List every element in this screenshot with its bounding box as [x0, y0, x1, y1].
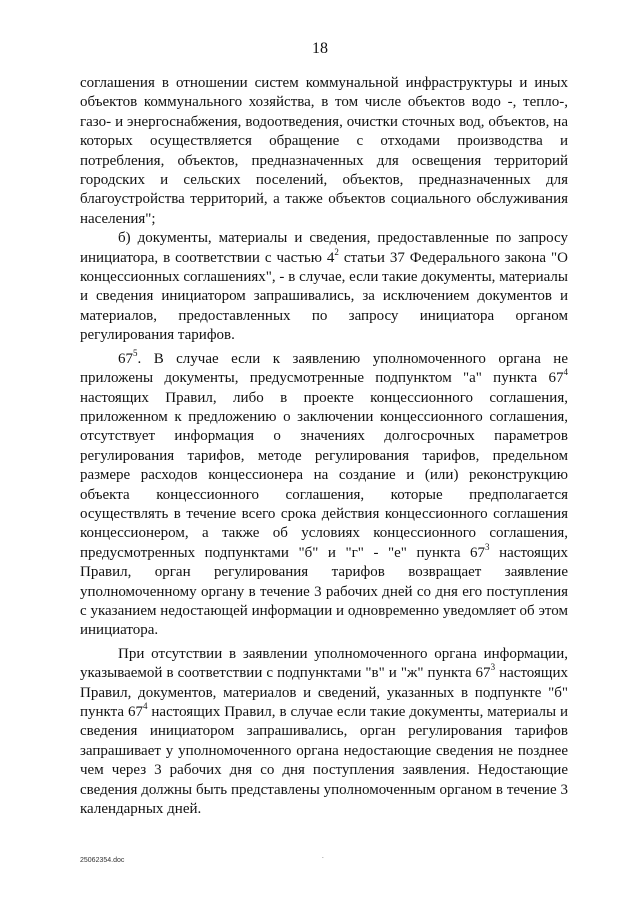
- paragraph-text: б) документы, материалы и сведения, предоставленные по запросу инициатора, в соответствии с частью 4: [80, 230, 568, 266]
- paragraph-text: статьи 37 Федерального закона "О концессионных соглашениях", - в случае, если такие документы, материалы и сведения инициатором запрашивались, за исключением документов и материалов, предоставленных по запросу инициатора органом регулирования тарифов.: [80, 249, 568, 344]
- paragraph-text: настоящих Правил, документов, материалов и сведений, указанных в подпункте "б" пункта 67: [80, 665, 568, 720]
- page-number: 18: [312, 40, 328, 57]
- paragraph-text: настоящих Правил, либо в проекте концессионного соглашения, приложенном к предложению о заключении концессионного соглашения, отсутствует информация о значениях долгосрочных параметров регулирования тарифов, методе регулирования тарифов, предельном размере расходов концессионера на создание и (или) реконструкцию объекта концессионного соглашения, которые предполагается осуществлять в течение всего срока действия концессионного соглашения концессионером, а также об условиях концессионного соглашения, предусмотренных подпунктами "б" и "г" - "е" пункта 67: [80, 389, 568, 561]
- superscript: 4: [142, 701, 148, 711]
- superscript: 2: [334, 246, 339, 257]
- paragraph-text: . В случае если к заявлению уполномоченного органа не приложены документы, предусмотренные подпунктом "а" пункта 67: [80, 350, 568, 387]
- paragraph-item-b: [80, 229, 568, 345]
- superscript: 3: [490, 662, 496, 673]
- footer-mark: .: [322, 852, 324, 860]
- paragraph-text: настоящих Правил, в случае если такие документы, материалы и сведения инициатором запрашивались, орган регулирования тарифов запрашивает у уполномоченного органа недостающие сведения не позднее чем через 3 рабочих дня со дня поступления заявления. Недостающие сведения должны быть представлены уполномоченным органом в течение 3 календарных дней.: [80, 704, 568, 818]
- superscript: 5: [133, 347, 138, 358]
- paragraph-continuation: соглашения в отношении систем коммунальной инфраструктуры и иных объектов коммунального хозяйства, в том числе объектов водо -, тепло-, газо- и энергоснабжения, водоотведения, очистки сточных вод, объектов, на которых осуществляется обращение с отходами производства и потребления, объектов, предназначенных для освещения территорий городских и сельских поселений, объектов, предназначенных для благоустройства территорий, а также объектов социального обслуживания населения";: [80, 75, 568, 227]
- document-body: [80, 74, 568, 819]
- footer-filename: 25062354.doc: [80, 857, 125, 864]
- paragraph-text: 67: [118, 350, 133, 367]
- paragraph-67-5: [80, 347, 568, 641]
- superscript: 3: [485, 541, 490, 552]
- paragraph-missing-information: [80, 645, 568, 820]
- paragraph-text: При отсутствии в заявлении уполномоченного органа информации, указываемой в соответствии с подпунктами "в" и "ж" пункта 67: [80, 645, 568, 682]
- superscript: 4: [563, 367, 568, 378]
- paragraph-text: настоящих Правил, орган регулирования тарифов возвращает заявление уполномоченному органу в течение 3 рабочих дней со дня его поступления с указанием недостающей информации и одновременно уведомляет об этом инициатора.: [80, 544, 568, 639]
